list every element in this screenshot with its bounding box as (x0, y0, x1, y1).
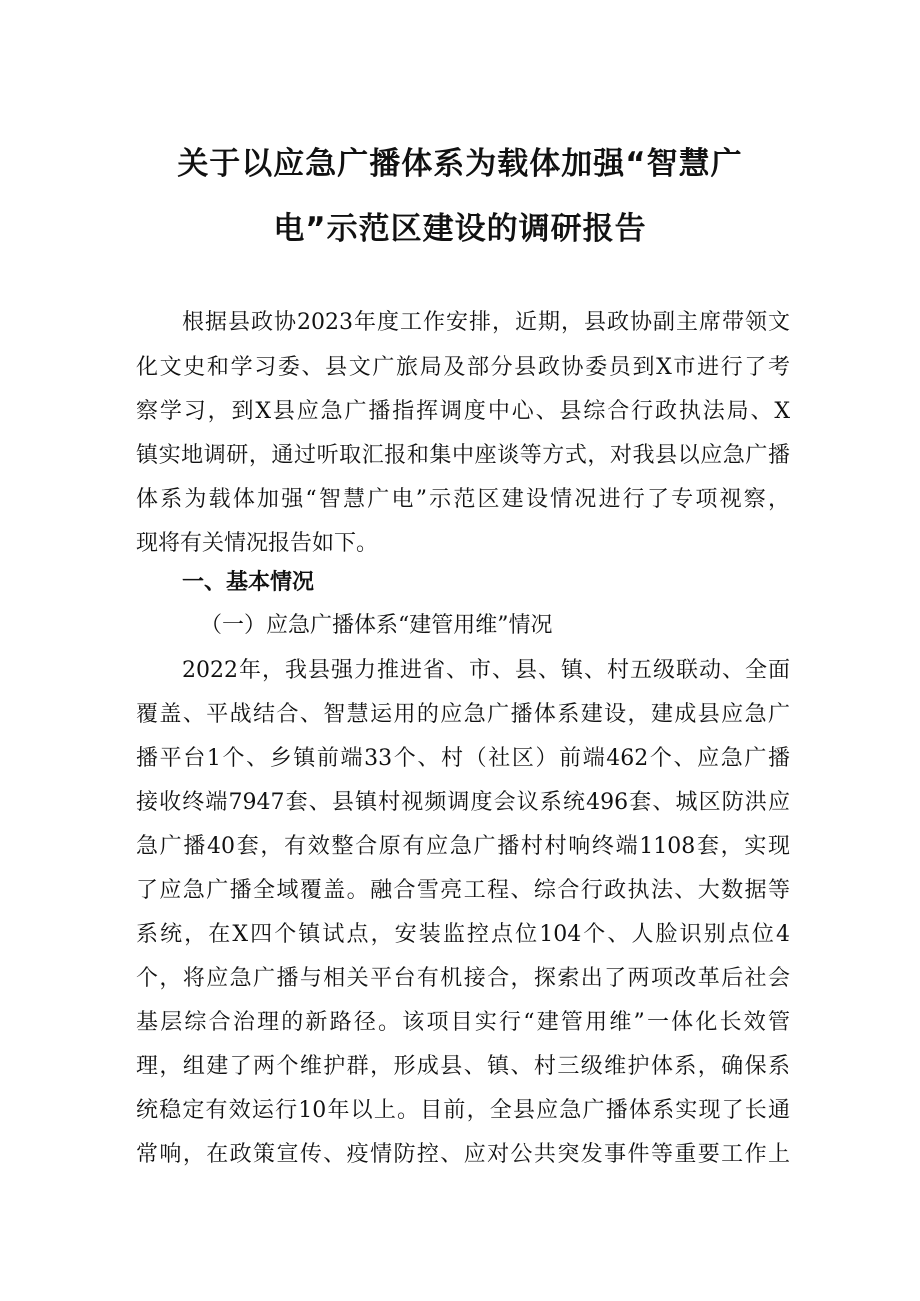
report-title-line-2: 电”示范区建设的调研报告 (273, 211, 647, 247)
paragraph-line: 了应急广播全域覆盖。融合雪亮工程、综合行政执法、大数据等 (136, 878, 790, 903)
subsection-heading-jian-guan-yong-wei: （一）应急广播体系“建管用维”情况 (200, 613, 553, 638)
intro-line: 察学习，到X县应急广播指挥调度中心、县综合行政执法局、X (136, 399, 790, 424)
paragraph-line: 急广播40套，有效整合原有应急广播村村响终端1108套，实现 (136, 834, 790, 859)
report-title-line-1: 关于以应急广播体系为载体加强“智慧广 (177, 146, 743, 182)
paragraph-line: 2022年，我县强力推进省、市、县、镇、村五级联动、全面 (182, 658, 790, 683)
intro-line: 现将有关情况报告如下。 (136, 531, 379, 556)
paragraph-line: 个，将应急广播与相关平台有机接合，探索出了两项改革后社会 (136, 966, 790, 991)
paragraph-line: 常响，在政策宣传、疫情防控、应对公共突发事件等重要工作上 (136, 1142, 790, 1167)
intro-line: 体系为载体加强“智慧广电”示范区建设情况进行了专项视察， (136, 487, 790, 512)
paragraph-line: 覆盖、平战结合、智慧运用的应急广播体系建设，建成县应急广 (136, 702, 790, 727)
paragraph-line: 理，组建了两个维护群，形成县、镇、村三级维护体系，确保系 (136, 1054, 790, 1079)
paragraph-line: 接收终端7947套、县镇村视频调度会议系统496套、城区防洪应 (136, 790, 790, 815)
paragraph-line: 统稳定有效运行10年以上。目前，全县应急广播体系实现了长通 (136, 1098, 790, 1123)
paragraph-line: 系统，在X四个镇试点，安装监控点位104个、人脸识别点位4 (136, 922, 790, 947)
paragraph-line: 基层综合治理的新路径。该项目实行“建管用维”一体化长效管 (136, 1010, 790, 1035)
intro-line: 根据县政协2023年度工作安排，近期，县政协副主席带领文 (182, 310, 790, 335)
section-heading-basic-situation: 一、基本情况 (182, 570, 315, 595)
paragraph-line: 播平台1个、乡镇前端33个、村（社区）前端462个、应急广播 (136, 746, 790, 771)
intro-line: 镇实地调研，通过听取汇报和集中座谈等方式，对我县以应急广播 (136, 443, 790, 468)
intro-line: 化文史和学习委、县文广旅局及部分县政协委员到X市进行了考 (136, 355, 790, 380)
